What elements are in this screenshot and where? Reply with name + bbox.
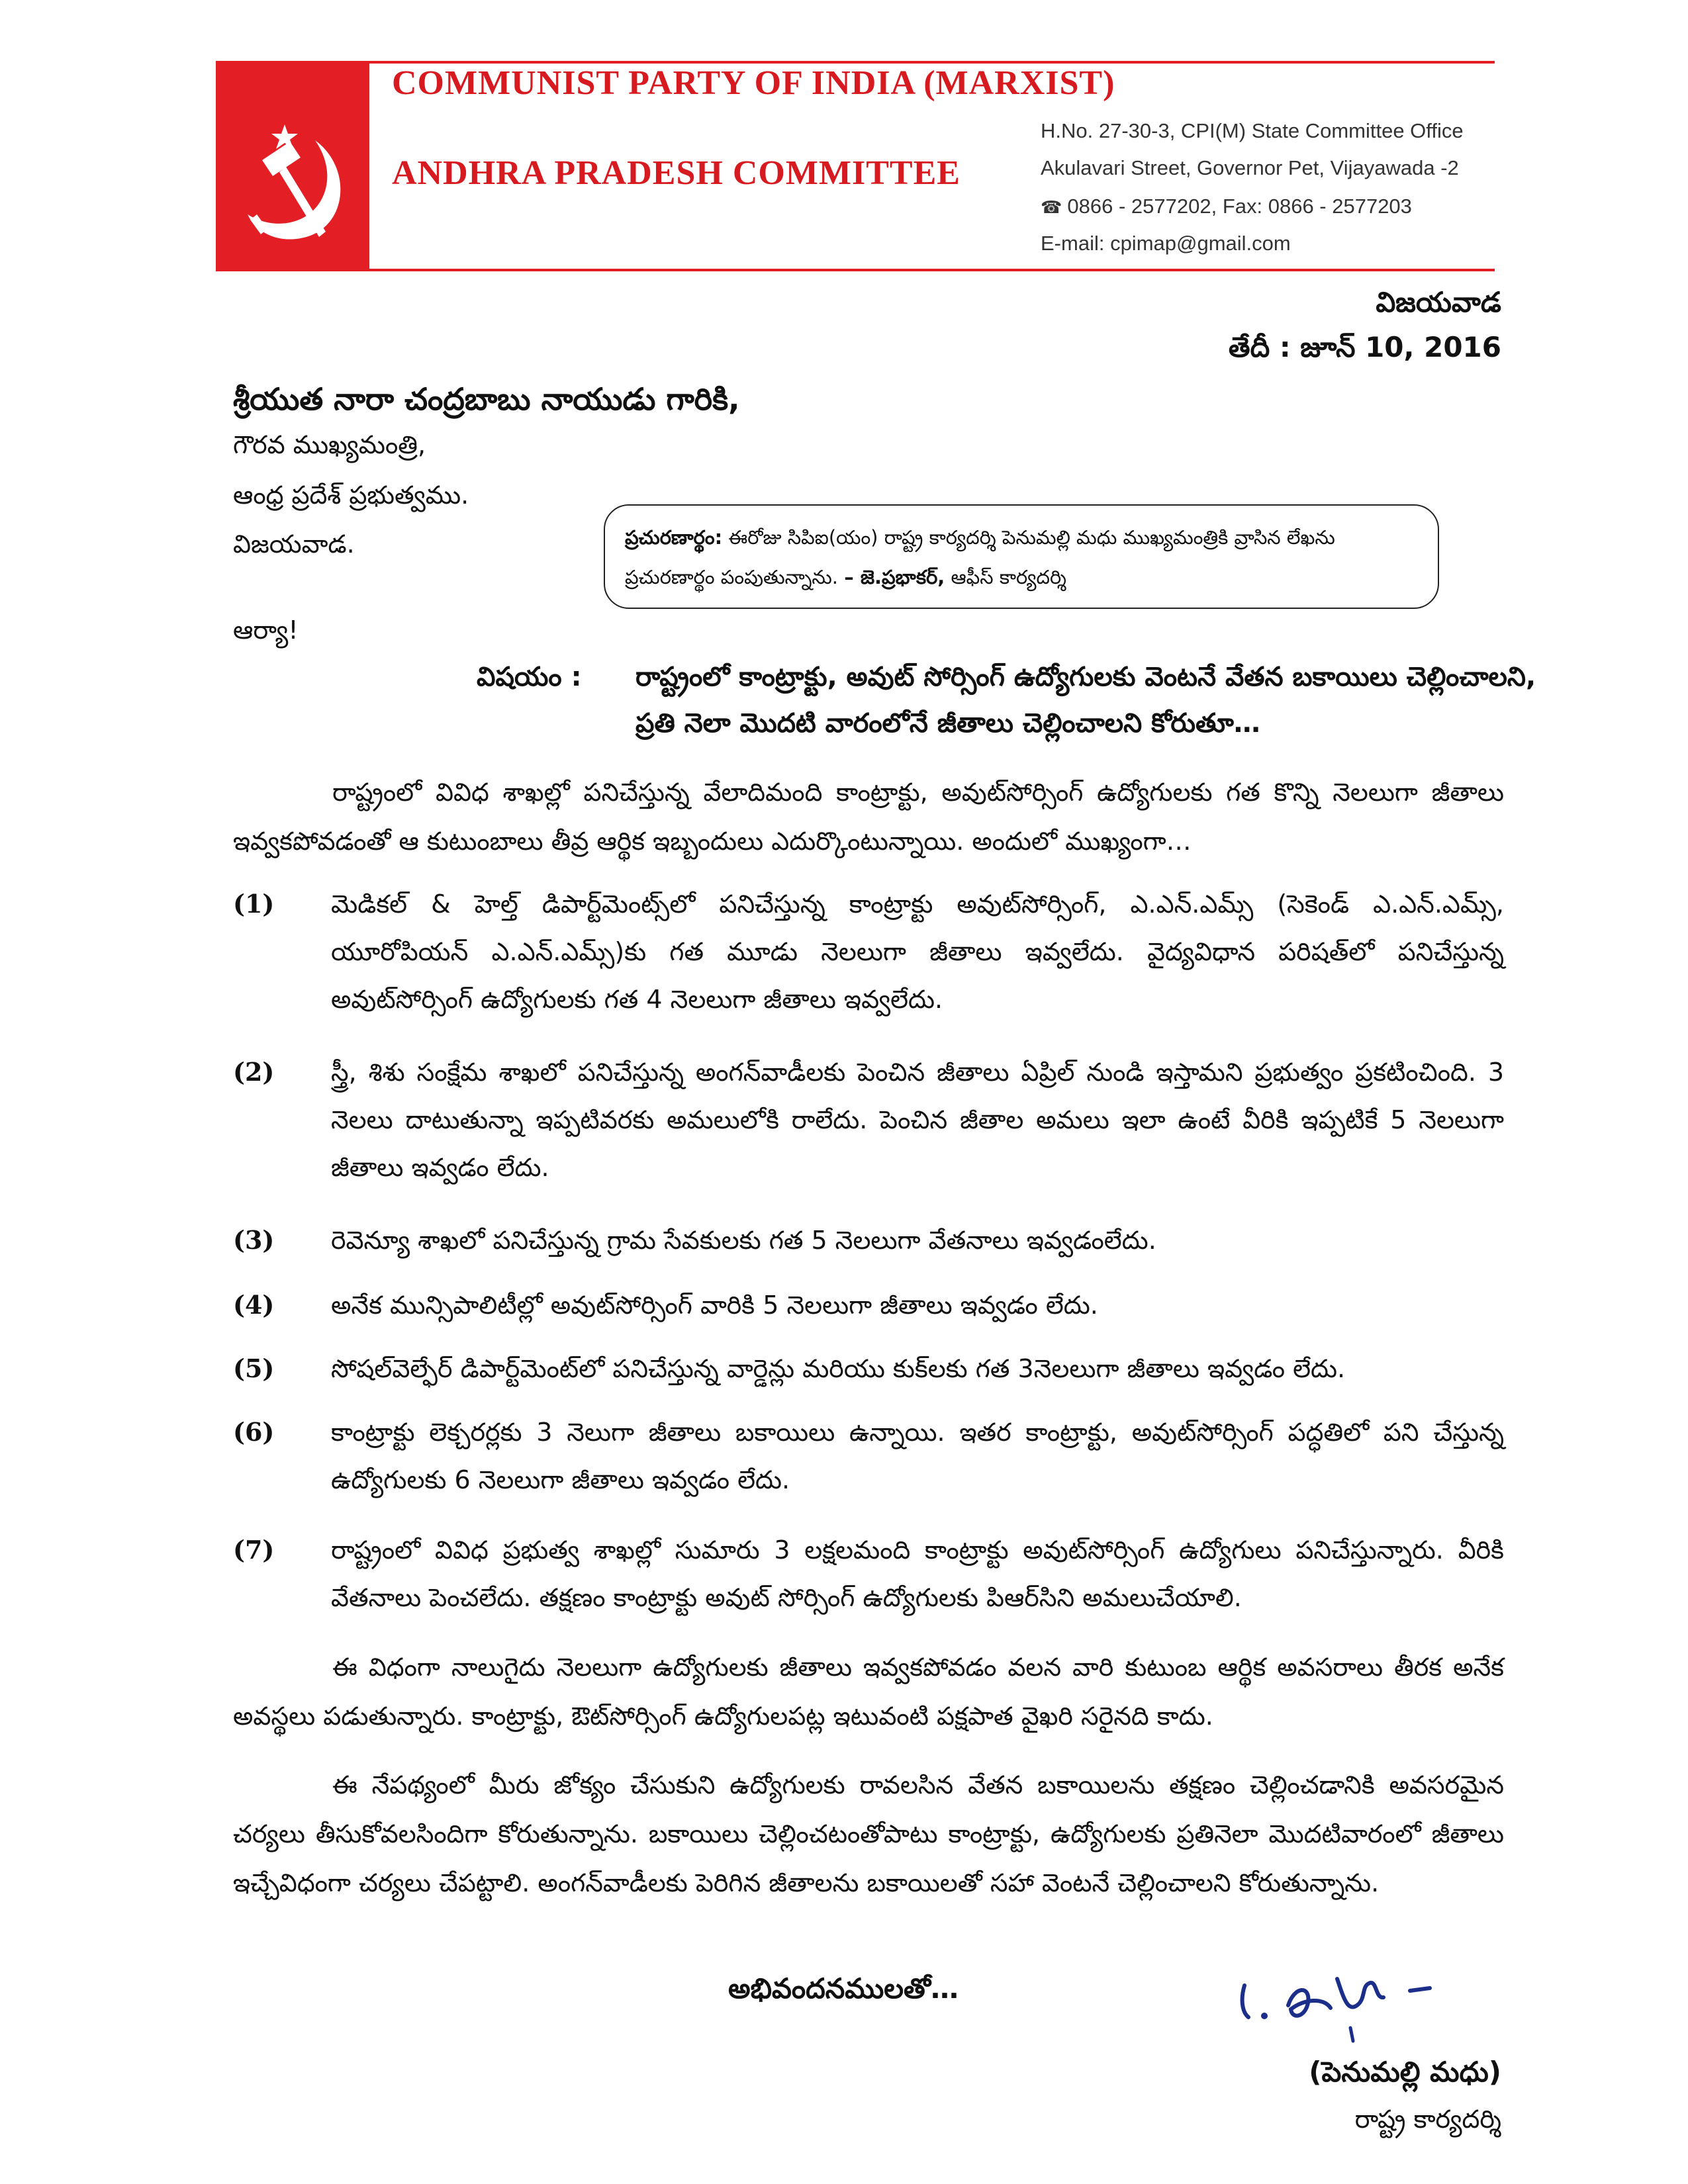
list-item — [233, 1048, 1504, 1191]
item-number: (1) — [233, 889, 275, 919]
letter-date: తేదీ : జూన్ 10, 2016 — [1228, 331, 1501, 363]
handwritten-signature — [1231, 1959, 1470, 2045]
paragraph-3 — [233, 1760, 1504, 1907]
closing-greeting: అభివందనములతో… — [728, 1972, 959, 2005]
email-line: E-mail: cpimap@gmail.com — [1041, 232, 1291, 255]
item-text: అనేక మున్సిపాలిటీల్లో అవుట్‌సోర్సింగ్ వారికి 5 నెలలుగా జీతాలు ఇవ్వడం లేదు. — [331, 1291, 1098, 1320]
addressee-line-3: విజయవాడ. — [233, 529, 355, 559]
committee-name: ANDHRA PRADESH COMMITTEE — [392, 154, 961, 192]
item-text: మెడికల్ & హెల్త్ డిపార్ట్‌మెంట్స్‌లో పనిచేస్తున్న కాంట్రాక్టు అవుట్‌సోర్సింగ్, ఎ.ఎన్.ఎమ్స్ (సెకెండ్ ఎ.ఎన్.ఎమ్స్, యూరోపియన్ ఎ.ఎన్.ఎమ్స్)కు గత మూడు నెలలుగా జీతాలు ఇవ్వలేదు. వైద్యవిధాన పరిషత్‌లో పనిచేస్తున్న అవుట్‌సోర్సింగ్ ఉద్యోగులకు గత 4 నెలలుగా జీతాలు ఇవ్వలేదు. — [331, 889, 1504, 1014]
paragraph-2 — [233, 1643, 1504, 1741]
address-line-1: H.No. 27-30-3, CPI(M) State Committee Office — [1041, 119, 1464, 142]
addressee-line-1: గౌరవ ముఖ్యమంత్రి, — [233, 430, 426, 459]
paragraph-3-text: ఈ నేపథ్యంలో మీరు జోక్యం చేసుకుని ఉద్యోగులకు రావలసిన వేతన బకాయిలను తక్షణం చెల్లించడానికి అవసరమైన చర్యలు తీసుకోవలసిందిగా కోరుతున్నాను. బకాయిలు చెల్లించటంతోపాటు కాంట్రాక్టు, ఉద్యోగులకు ప్రతినెలా మొదటివారంలో జీతాలు ఇచ్చేవిధంగా చర్యలు చేపట్టాలి. అంగన్‌వాడీలకు పెరిగిన జీతాలను బకాయిలతో సహా వెంటనే చెల్లించాలని కోరుతున్నాను. — [233, 1770, 1504, 1897]
intro-paragraph — [233, 768, 1504, 866]
intro-paragraph-text: రాష్ట్రంలో వివిధ శాఖల్లో పనిచేస్తున్న వేలాదిమంది కాంట్రాక్టు, అవుట్‌సోర్సింగ్ ఉద్యోగులకు గత కొన్ని నెలలుగా జీతాలు ఇవ్వకపోవడంతో ఆ కుటుంబాలు తీవ్ర ఆర్థిక ఇబ్బందులు ఎదుర్కొంటున్నాయి. అందులో ముఖ్యంగా… — [233, 778, 1504, 856]
subject-line-1: రాష్ట్రంలో కాంట్రాక్టు, అవుట్ సోర్సింగ్ ఉద్యోగులకు వెంటనే వేతన బకాయిలు చెల్లించాలని, — [635, 662, 1536, 692]
list-item — [233, 1345, 1504, 1392]
hammer-sickle-star-icon — [216, 61, 369, 271]
list-item — [233, 1216, 1504, 1264]
item-text: కాంట్రాక్టు లెక్చరర్లకు 3 నెలుగా జీతాలు బకాయిలు ఉన్నాయి. ఇతర కాంట్రాక్టు, అవుట్‌సోర్సింగ్ పద్ధతిలో పని చేస్తున్న ఉద్యోగులకు 6 నెలలుగా జీతాలు ఇవ్వడం లేదు. — [331, 1418, 1504, 1494]
subject-line-2: ప్రతి నెలా మొదటి వారంలోనే జీతాలు చెల్లించాలని కోరుతూ… — [635, 708, 1260, 739]
list-item — [233, 1281, 1504, 1329]
phone-line — [1041, 195, 1412, 218]
party-logo — [216, 61, 369, 271]
salutation: ఆర్యా! — [233, 615, 299, 645]
address-line-2: Akulavari Street, Governor Pet, Vijayawada -2 — [1041, 156, 1459, 179]
party-name: COMMUNIST PARTY OF INDIA (MARXIST) — [392, 64, 1115, 102]
item-text: స్త్రీ, శిశు సంక్షేమ శాఖలో పనిచేస్తున్న అంగన్‌వాడీలకు పెంచిన జీతాలు ఏప్రిల్ నుండి ఇస్తామని ప్రభుత్వం ప్రకటించింది. 3 నెలలు దాటుతున్నా ఇప్పటివరకు అమలులోకి రాలేదు. పెంచిన జీతాల అమలు ఇలా ఉంటే వీరికి ఇప్పటికే 5 నెలలుగా జీతాలు ఇవ్వడం లేదు. — [331, 1058, 1504, 1182]
press-note-label: ప్రచురణార్థం: — [625, 526, 723, 549]
signer-name: (పెనుమల్లి మధు) — [1309, 2056, 1501, 2088]
place: విజయవాడ — [1376, 286, 1501, 318]
addressee-line-2: ఆంధ్ర ప్రదేశ్ ప్రభుత్వము. — [233, 480, 469, 510]
item-number: (6) — [233, 1417, 275, 1447]
subject-label: విషయం : — [477, 662, 582, 692]
phone-text: 0866 - 2577202, Fax: 0866 - 2577203 — [1067, 195, 1412, 218]
addressee-name: శ్రీయుత నారా చంద్రబాబు నాయుడు గారికి, — [233, 381, 740, 417]
item-number: (2) — [233, 1057, 275, 1087]
item-number: (5) — [233, 1353, 275, 1383]
press-note-signatory-title: ఆఫీస్ కార్యదర్శి — [945, 566, 1066, 588]
item-number: (3) — [233, 1225, 275, 1255]
header-rule-bottom — [369, 269, 1495, 271]
item-number: (4) — [233, 1290, 275, 1320]
signer-title: రాష్ట్ర కార్యదర్శి — [1354, 2105, 1501, 2134]
press-note-text: ఈరోజు సిపిఐ(యం) రాష్ట్ర కార్యదర్శి పెనుమల్లి మధు ముఖ్యమంత్రికి వ్రాసిన లేఖను ప్రచురణార్థం పంపుతున్నాను. — [625, 526, 1335, 588]
paragraph-2-text: ఈ విధంగా నాలుగైదు నెలలుగా ఉద్యోగులకు జీతాలు ఇవ్వకపోవడం వలన వారి కుటుంబ ఆర్థిక అవసరాలు తీరక అనేక అవస్థలు పడుతున్నారు. కాంట్రాక్టు, ఔట్‌సోర్సింగ్ ఉద్యోగులపట్ల ఇటువంటి పక్షపాత వైఖరి సరైనది కాదు. — [233, 1653, 1504, 1731]
item-text: రాష్ట్రంలో వివిధ ప్రభుత్వ శాఖల్లో సుమారు 3 లక్షలమంది కాంట్రాక్టు అవుట్‌సోర్సింగ్ ఉద్యోగులు పనిచేస్తున్నారు. వీరికి వేతనాలు పెంచలేదు. తక్షణం కాంట్రాక్టు అవుట్ సోర్సింగ్ ఉద్యోగులకు పిఆర్‌సిని అమలుచేయాలి. — [331, 1535, 1504, 1612]
list-item — [233, 1526, 1504, 1621]
press-note-signatory: – జె.ప్రభాకర్, — [844, 566, 945, 588]
phone-icon: ☎ — [1041, 197, 1062, 217]
press-note-box — [604, 504, 1439, 609]
item-number: (7) — [233, 1535, 275, 1565]
item-text: సోషల్‌వెల్ఫేర్ డిపార్ట్‌మెంట్‌లో పనిచేస్తున్న వార్డెన్లు మరియు కుక్‌లకు గత 3నెలలుగా జీతాలు ఇవ్వడం లేదు. — [331, 1354, 1346, 1383]
list-item — [233, 1408, 1504, 1504]
list-item — [233, 880, 1504, 1023]
item-text: రెవెన్యూ శాఖలో పనిచేస్తున్న గ్రామ సేవకులకు గత 5 నెలలుగా వేతనాలు ఇవ్వడంలేదు. — [331, 1226, 1156, 1255]
